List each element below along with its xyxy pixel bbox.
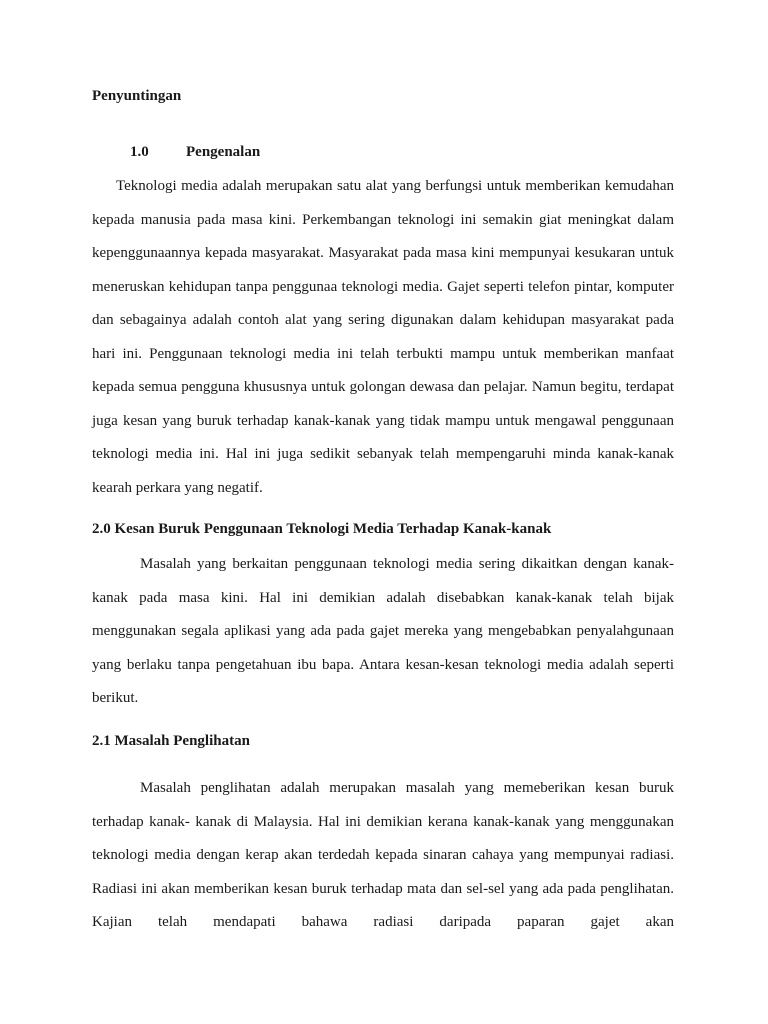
section-2-heading: 2.0 Kesan Buruk Penggunaan Teknologi Media Terhadap Kanak-kanak (92, 521, 552, 537)
section-2-1-paragraph: Masalah penglihatan adalah merupakan masalah yang memeberikan kesan buruk terhadap kanak- kanak di Malaysia. Hal ini demikian kerana kanak-kanak yang menggunakan teknologi media dengan kerap akan terdedah kepada sinaran cahaya yang mempunyai radiasi. Radiasi ini akan memberikan kesan buruk terhadap mata dan sel-sel yang ada pada penglihatan. Kajian telah mendapati bahawa radiasi daripada paparan gajet akan (92, 780, 674, 930)
section-2-1-heading: 2.1 Masalah Penglihatan (92, 733, 250, 749)
section-1-paragraph: Teknologi media adalah merupakan satu alat yang berfungsi untuk memberikan kemudahan kepada manusia pada masa kini. Perkembangan teknologi ini semakin giat meningkat dalam kepenggunaannya kepada masyarakat. Masyarakat pada masa kini mempunyai kesukaran untuk meneruskan kehidupan tanpa penggunaa teknologi media. Gajet seperti telefon pintar, komputer dan sebagainya adalah contoh alat yang sering digunakan dalam kehidupan masyarakat pada hari ini. Penggunaan teknologi media ini telah terbukti mampu untuk memberikan manfaat kepada semua pengguna khususnya untuk golongan dewasa dan pelajar. Namun begitu, terdapat juga kesan yang buruk terhadap kanak-kanak yang tidak mampu untuk mengawal penggunaan teknologi media ini. Hal ini juga sedikit sebanyak telah mempengaruhi minda kanak-kanak kearah perkara yang negatif. (92, 178, 674, 496)
section-1-number: 1.0 (130, 144, 149, 160)
document-title: Penyuntingan (92, 88, 182, 104)
section-1-title: Pengenalan (186, 144, 261, 160)
section-1-heading (130, 144, 260, 161)
section-2-paragraph: Masalah yang berkaitan penggunaan teknologi media sering dikaitkan dengan kanak-kanak pada masa kini. Hal ini demikian adalah disebabkan kanak-kanak telah bijak menggunakan segala aplikasi yang ada pada gajet mereka yang mengebabkan penyalahgunaan yang berlaku tanpa pengetahuan ibu bapa. Antara kesan-kesan teknologi media adalah seperti berikut. (92, 556, 674, 706)
